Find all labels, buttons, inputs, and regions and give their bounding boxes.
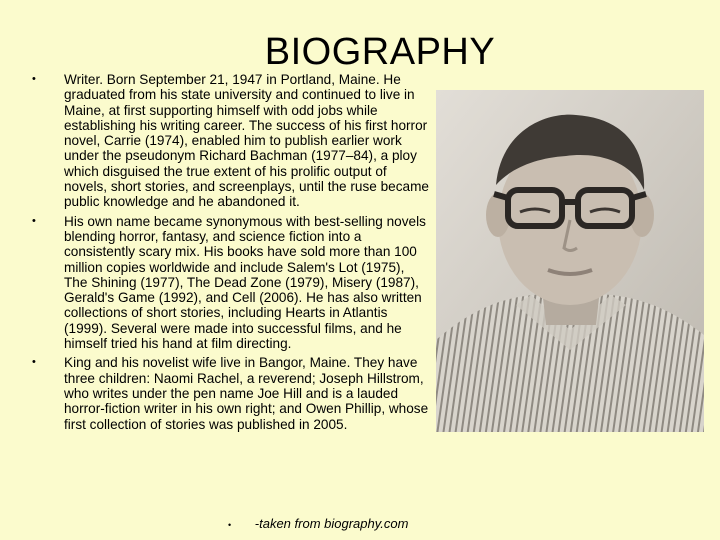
bullet-list <box>30 72 430 436</box>
bullet-text: Writer. Born September 21, 1947 in Portland, Maine. He graduated from his state university and continued to live in Maine, at first supporting himself with odd jobs while establishing his writing career. The success of his first horror novel, Carrie (1974), enabled him to publish earlier work under the pseudonym Richard Bachman (1977–84), a ploy which disguised the true extent of his prolific output of novels, short stories, and screenplays, until the ruse became public knowledge and he abandoned it. <box>64 72 429 210</box>
bullet-item-1 <box>30 72 430 210</box>
bullet-dot-icon: • <box>228 520 232 530</box>
bullet-dot-icon: • <box>32 214 36 227</box>
bullet-item-3 <box>30 355 430 431</box>
bullet-dot-icon: • <box>32 73 36 85</box>
slide-title: BIOGRAPHY <box>264 31 496 73</box>
bullet-item-2 <box>30 214 430 352</box>
bullet-dot-icon: • <box>32 356 36 369</box>
source-credit <box>228 516 408 531</box>
portrait-photo <box>436 90 704 432</box>
bullet-text: His own name became synonymous with best-selling novels blending horror, fantasy, and science fiction into a consistently scary mix. His books have sold more than 100 million copies worldwide and include Salem's Lot (1975), The Shining (1977), The Dead Zone (1979), Misery (1987), Gerald's Game (1992), and Cell (2006). He has also written collections of short stories, including Hearts in Atlantis (1999). Several were made into successful films, and he himself tried his hand at film directing. <box>64 213 426 352</box>
portrait-photo-icon <box>436 90 704 432</box>
source-text: -taken from biography.com <box>254 516 409 531</box>
bullet-text: King and his novelist wife live in Bangor, Maine. They have three children: Naomi Rachel, a reverend; Joseph Hillstrom, who writes under the pen name Joe Hill and is a lauded horror-fiction writer in his own right; and Owen Phillip, whose first collection of stories was published in 2005. <box>64 355 429 432</box>
